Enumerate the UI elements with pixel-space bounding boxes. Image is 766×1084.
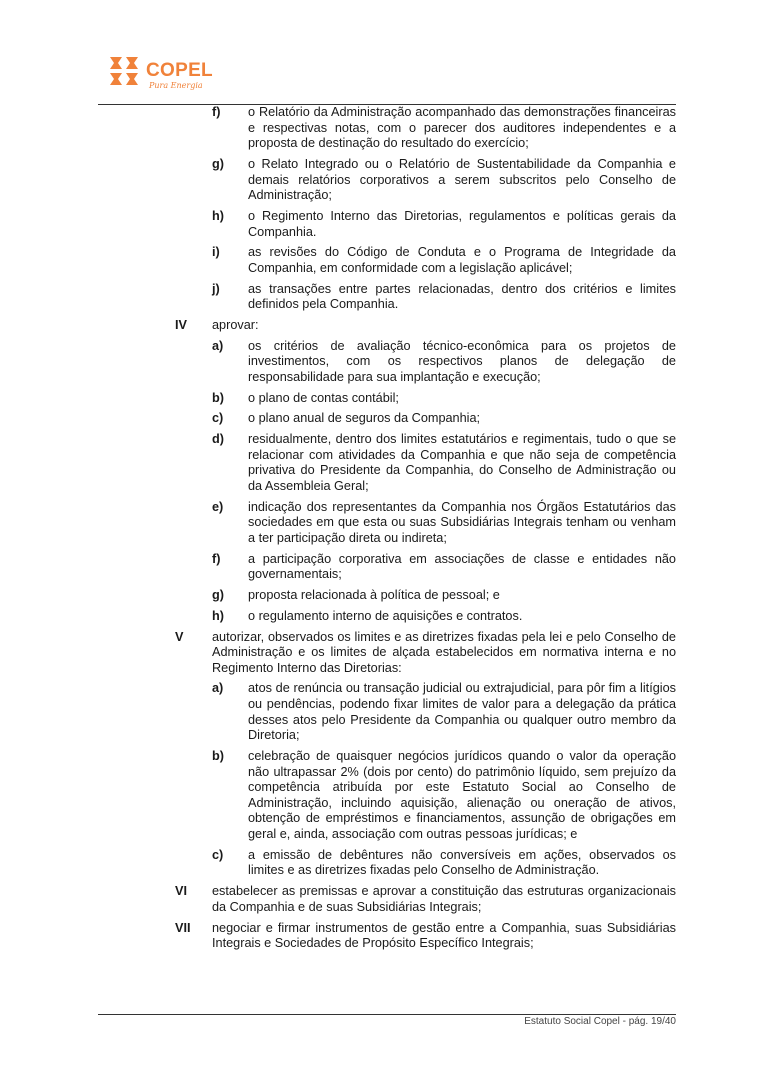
clause-text: o Relato Integrado ou o Relatório de Sustentabilidade da Companhia e demais relatórios corporativos a serem subscritos pelo Conselho de Administração;: [248, 156, 676, 203]
footer-divider: [98, 1014, 676, 1015]
clause-marker: c): [212, 847, 224, 862]
letter-clause: [0, 552, 766, 583]
letter-clause: [0, 245, 766, 276]
clause-text: o regulamento interno de aquisições e contratos.: [248, 608, 523, 623]
clause-text: autorizar, observados os limites e as diretrizes fixadas pela lei e pelo Conselho de Administração e os limites de alçada estabelecidos em normativa interna e no Regimento Interno das Diretorias:: [212, 629, 676, 675]
brand-name: COPEL: [146, 60, 213, 81]
clause-marker: e): [212, 499, 224, 514]
clause-marker: VI: [175, 884, 187, 899]
page-footer: Estatuto Social Copel - pág. 19/40: [524, 1016, 676, 1027]
clause-marker: IV: [175, 318, 187, 333]
clause-marker: g): [212, 588, 224, 603]
clause-text: estabelecer as premissas e aprovar a constituição das estruturas organizacionais da Companhia e de suas Subsidiárias Integrais;: [212, 884, 676, 914]
clause-marker: d): [212, 432, 224, 447]
clause-marker: V: [175, 629, 184, 644]
clause-text: aprovar:: [212, 318, 259, 333]
roman-clause: [0, 318, 766, 334]
roman-clause: [0, 630, 766, 677]
clause-text: residualmente, dentro dos limites estatutários e regimentais, tudo o que se relacionar com atividades da Companhia e que não seja de competência privativa do Presidente da Companhia, do Conselho de Administração ou da Assembleia Geral;: [248, 432, 676, 493]
clause-text: o plano anual de seguros da Companhia;: [248, 411, 481, 426]
clause-marker: VII: [175, 920, 191, 935]
copel-logo: [108, 55, 218, 97]
clause-text: as revisões do Código de Conduta e o Programa de Integridade da Companhia, em conformidade com a legislação aplicável;: [248, 245, 676, 275]
letter-clause: [0, 282, 766, 313]
clause-marker: j): [212, 281, 220, 296]
clause-marker: g): [212, 156, 224, 171]
clause-text: atos de renúncia ou transação judicial ou extrajudicial, para pôr fim a litígios ou pendências, podendo fixar limites de valor para a delegação da prática desses atos pelo Presidente da Companhia ou qualquer outro membro da Diretoria;: [248, 681, 676, 743]
letter-clause: [0, 681, 766, 743]
letter-clause: [0, 339, 766, 386]
copel-logo-icon: [108, 55, 142, 89]
clause-marker: f): [212, 551, 221, 566]
brand-tagline: Pura Energia: [149, 81, 203, 90]
clause-text: as transações entre partes relacionadas, dentro dos critérios e limites definidos pela Companhia.: [248, 281, 676, 312]
clause-text: indicação dos representantes da Companhia nos Órgãos Estatutários das sociedades em que esta ou suas Subsidiárias Integrais tenham ou venham a ter participação direta ou indireta;: [248, 499, 676, 545]
letter-clause: [0, 848, 766, 879]
letter-clause: [0, 391, 766, 407]
letter-clause: [0, 432, 766, 494]
letter-clause: [0, 105, 766, 152]
clause-marker: f): [212, 105, 221, 119]
clause-text: celebração de quaisquer negócios jurídicos quando o valor da operação não ultrapassar 2% (dois por cento) do patrimônio líquido, sem prejuízo da competência atribuída por este Estatuto Social ao Conselho de Administração, incluindo aquisição, alienação ou oneração de ativos, obtenção de empréstimos e financiamentos, assunção de obrigações em geral e, ainda, associação com outras pessoas jurídicas; e: [248, 749, 676, 841]
clause-marker: h): [212, 208, 224, 223]
clause-marker: b): [212, 390, 224, 405]
letter-clause: [0, 588, 766, 604]
clause-text: o Regimento Interno das Diretorias, regulamentos e políticas gerais da Companhia.: [248, 208, 676, 239]
clause-marker: a): [212, 681, 224, 696]
clause-text: negociar e firmar instrumentos de gestão entre a Companhia, suas Subsidiárias Integrais e Sociedades de Propósito Específico Integrais;: [212, 920, 676, 951]
clause-text: o plano de contas contábil;: [248, 390, 399, 405]
clause-marker: i): [212, 245, 220, 260]
clause-marker: a): [212, 338, 224, 353]
letter-clause: [0, 209, 766, 240]
roman-clause: [0, 921, 766, 952]
letter-clause: [0, 411, 766, 427]
letter-clause: [0, 500, 766, 547]
clause-marker: c): [212, 411, 224, 426]
letter-clause: [0, 157, 766, 204]
clause-text: os critérios de avaliação técnico-econômica para os projetos de investimentos, com os respectivos planos de delegação de responsabilidade para sua implantação e execução;: [248, 338, 676, 384]
clause-text: a participação corporativa em associações de classe e entidades não governamentais;: [248, 551, 676, 582]
clause-text: proposta relacionada à política de pessoal; e: [248, 588, 500, 603]
roman-clause: [0, 884, 766, 915]
letter-clause: [0, 749, 766, 843]
clause-marker: h): [212, 608, 224, 623]
clause-text: a emissão de debêntures não conversíveis em ações, observados os limites e as diretrizes fixadas pelo Conselho de Administração.: [248, 847, 676, 878]
clause-marker: b): [212, 749, 224, 763]
letter-clause: [0, 609, 766, 625]
document-body: [0, 105, 766, 957]
clause-text: o Relatório da Administração acompanhado das demonstrações financeiras e respectivas notas, com o parecer dos auditores independentes e a proposta de destinação do resultado do exercício;: [248, 105, 676, 151]
